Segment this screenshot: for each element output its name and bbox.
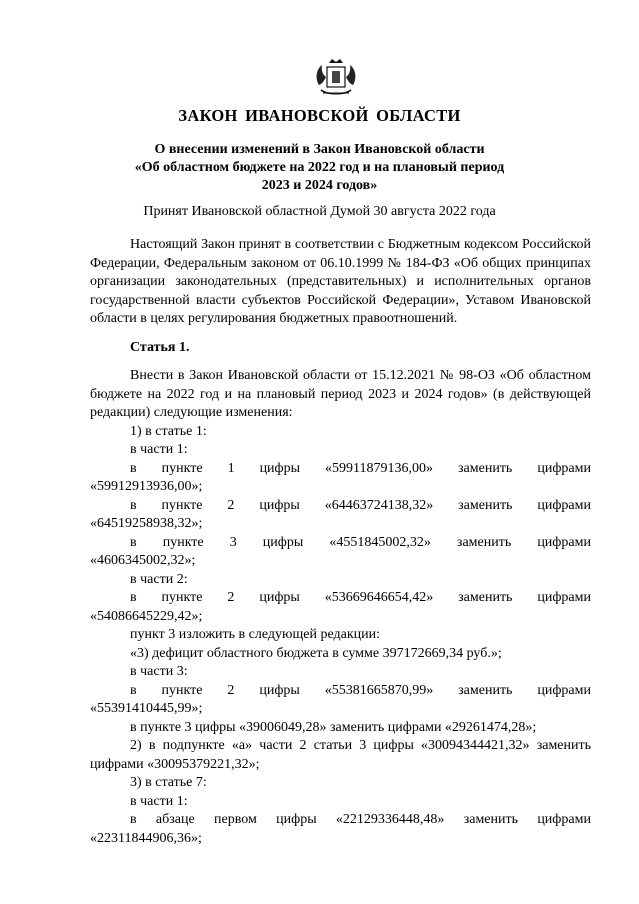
list-item: в части 1:	[130, 442, 188, 457]
preamble-paragraph: Настоящий Закон принят в соответствии с Бюджетным кодексом Российской Федерации, Федеральным законом от 06.10.1999 № 184-ФЗ «Об общих принципах организации законодательных (представительных) и исполнительных органов государственной власти субъектов Российской Федерации», Уставом Ивановской области в целях регулирования бюджетных правоотношений.	[90, 237, 591, 326]
coat-of-arms-icon	[313, 55, 359, 99]
list-item: «3) дефицит областного бюджета в сумме 397172669,34 руб.»;	[130, 645, 502, 661]
article-heading: Статья 1.	[130, 339, 190, 355]
amendment-row: в пункте 2 цифры «53669646654,42» заменить цифрами	[130, 590, 591, 605]
subtitle-line: «Об областном бюджете на 2022 год и на плановый период	[134, 160, 505, 175]
amendment-row: в пункте 2 цифры «55381665870,99» заменить цифрами	[130, 682, 591, 698]
law-body	[90, 236, 591, 848]
amendment-continuation: «54086645229,42»;	[90, 608, 203, 624]
adoption-line: Принят Ивановской областной Думой 30 августа 2022 года	[143, 204, 496, 219]
amendment-row: в абзаце первом цифры «22129336448,48» заменить цифрами	[130, 812, 591, 827]
list-item: в части 2:	[130, 571, 188, 587]
list-item: 3) в статье 7:	[130, 775, 207, 790]
amendment-continuation: «22311844906,36»;	[90, 830, 202, 846]
law-title: ЗАКОН ИВАНОВСКОЙ ОБЛАСТИ	[178, 106, 461, 125]
list-item: в части 1:	[130, 793, 188, 809]
amendment-continuation: «55391410445,99»;	[90, 701, 203, 716]
subtitle-line: О внесении изменений в Закон Ивановской области	[154, 142, 485, 157]
subtitle-line: 2023 и 2024 годов»	[261, 178, 378, 193]
amendment-row: в пункте 1 цифры «59911879136,00» заменить цифрами	[130, 460, 591, 476]
amendment-row: в пункте 3 цифры «4551845002,32» заменить цифрами	[130, 534, 591, 550]
list-item: 2) в подпункте «а» части 2 статьи 3 цифры «30094344421,32» заменить цифрами «30095379221,32»;	[90, 738, 591, 772]
list-item: в пункте 3 цифры «39006049,28» заменить цифрами «29261474,28»;	[130, 719, 537, 735]
list-item: в части 3:	[130, 664, 188, 679]
article-intro: Внести в Закон Ивановской области от 15.12.2021 № 98-ОЗ «Об областном бюджете на 2022 год и на плановый период 2023 и 2024 годов» (в действующей редакции) следующие изменения:	[90, 368, 591, 420]
law-subtitle	[90, 141, 549, 195]
amendment-continuation: «64519258938,32»;	[90, 516, 203, 531]
amendment-row: в пункте 2 цифры «64463724138,32» заменить цифрами	[130, 497, 591, 513]
amendment-continuation: «59912913936,00»;	[90, 479, 203, 494]
list-item: пункт 3 изложить в следующей редакции:	[130, 627, 380, 642]
list-item: 1) в статье 1:	[130, 423, 207, 439]
amendment-continuation: «4606345002,32»;	[90, 553, 196, 568]
